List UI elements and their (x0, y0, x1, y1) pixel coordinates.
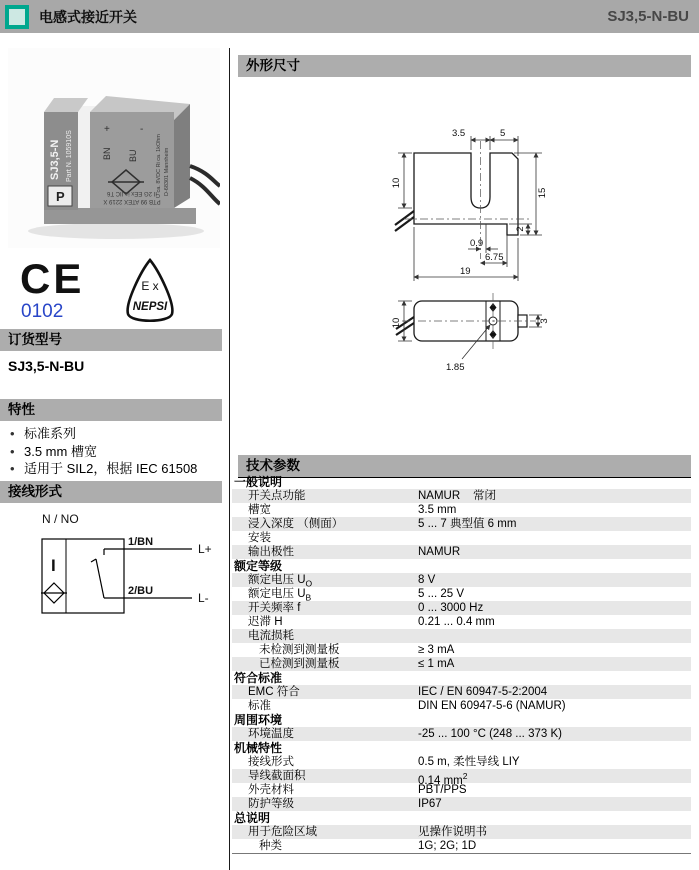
param-value: 8 V (418, 574, 436, 586)
technical-data-table (232, 475, 691, 854)
param-value: 0.14 $mm^2$ (418, 771, 468, 787)
dim-slot-width: 3.5 (452, 128, 466, 139)
ce-mark-icon (20, 255, 104, 323)
param-value: DIN EN 60947-5-6 (NAMUR) (418, 700, 566, 712)
param-value: 5 ... 25 V (418, 588, 465, 600)
nepsi-name-text: NEPSI (132, 301, 168, 313)
photo-plus-marking: + (104, 124, 110, 135)
pf-logo-letter: P (56, 189, 65, 204)
param-label: 接线形式 (248, 756, 294, 768)
photo-atex-cert-text: PTB 99 ATEX 2219 X (103, 198, 161, 204)
table-row (232, 685, 691, 699)
ce-letters: CE (20, 255, 85, 302)
param-label: 槽宽 (248, 504, 271, 516)
table-row (232, 573, 691, 587)
product-photo (8, 48, 220, 248)
nepsi-ex-icon (118, 257, 182, 325)
table-row (232, 615, 691, 629)
brand-square-icon (5, 5, 29, 29)
table-row (232, 825, 691, 839)
param-label: EMC 符合 (248, 686, 300, 698)
table-row (232, 769, 691, 787)
dimension-drawing-front (390, 123, 555, 285)
param-label: 输出极性 (248, 546, 294, 558)
param-label: 额定电压 $U_O$ (248, 574, 313, 587)
feature-item: • 适用于 SIL2，根据 IEC 61508 (8, 460, 197, 478)
table-row (232, 699, 691, 713)
param-label: 开关点功能 (248, 490, 306, 502)
section-heading-order-code: 订货型号 (0, 329, 222, 351)
dim-height: 15 (537, 187, 548, 199)
table-row (232, 783, 691, 797)
param-label: 环境温度 (248, 728, 294, 740)
sensor-symbol: I (51, 556, 56, 575)
param-value: 见操作说明书 (418, 826, 487, 838)
param-label: 安装 (248, 532, 271, 544)
sensor-base (44, 208, 196, 224)
dim-overall-width: 19 (460, 266, 471, 277)
table-row (232, 839, 691, 853)
photo-rating-text: U ca. 8VDC Ri ca. 1kOhm (156, 134, 162, 198)
param-value: ≤ 1 mA (418, 658, 455, 670)
param-value: PBT/PPS (418, 784, 467, 796)
group-header: 机械特性 (234, 741, 283, 755)
dim-slot-depth: 10 (391, 177, 402, 189)
sensor-outline (414, 153, 518, 235)
table-row (232, 629, 691, 643)
dim-center-offset: 1.85 (446, 362, 465, 373)
page-header (0, 0, 699, 33)
param-label: 种类 (259, 840, 282, 852)
feature-list (8, 425, 197, 478)
param-value: 5 ... 7 典型值 6 mm (418, 518, 517, 530)
table-row (232, 755, 691, 769)
param-value: IP67 (418, 798, 442, 810)
table-row (232, 489, 691, 503)
param-label: 未检测到测量板 (259, 644, 340, 656)
param-label: 标准 (248, 700, 271, 712)
param-value: NAMUR (418, 546, 461, 558)
table-row (232, 727, 691, 741)
terminal-label-bn: 1/BN (128, 536, 154, 548)
group-header: 总说明 (234, 811, 271, 825)
param-value: NAMUR 常闭 (418, 490, 496, 502)
wiring-diagram (8, 503, 218, 653)
param-value: IEC / EN 60947-5-2:2004 (418, 686, 548, 698)
photo-address-text: D-68301 Mannheim (164, 147, 170, 196)
param-label: 外壳材料 (248, 784, 294, 796)
table-row (232, 657, 691, 671)
param-value (418, 531, 691, 545)
photo-atex-group-text: II 2G EEx ia IIC T6 (107, 190, 157, 196)
wiring-diagram-title: N / NO (42, 512, 79, 526)
param-value: -25 ... 100 °C (248 ... 373 K) (418, 728, 562, 740)
param-value: 0.5 m, 柔性导线 LIY (418, 756, 520, 768)
section-heading-dimensions: 外形尺寸 (238, 55, 691, 77)
dimension-drawing-side (390, 285, 555, 385)
right-column (230, 33, 699, 870)
param-label: 导线截面积 (248, 770, 306, 782)
dim-side-height: 10 (391, 317, 402, 329)
supply-label-plus: L+ (198, 542, 212, 556)
param-label: 电流损耗 (248, 630, 294, 642)
left-column (0, 33, 229, 870)
dim-offset-a: 0.9 (470, 238, 484, 249)
param-label: 浸入深度 （侧面） (248, 518, 344, 530)
param-value: 1G; 2G; 1D (418, 840, 477, 852)
table-row (232, 797, 691, 811)
table-row (232, 503, 691, 517)
photo-minus-marking: - (140, 124, 144, 135)
photo-model-label: SJ3,5-N (49, 139, 61, 180)
dim-offset-b: 6.75 (485, 252, 504, 263)
table-row (232, 601, 691, 615)
photo-bu-marking: BU (128, 149, 138, 162)
param-label: 开关频率 f (248, 602, 301, 614)
param-label: 额定电压 $U_B$ (248, 588, 312, 601)
param-label: 已检测到测量板 (259, 658, 340, 670)
nc-contact-symbol (91, 549, 124, 598)
page-title: 电感式接近开关 (39, 8, 137, 25)
feature-item: • 3.5 mm 槽宽 (8, 443, 197, 461)
certification-logos (20, 255, 210, 325)
param-value: 0.21 ... 0.4 mm (418, 616, 495, 628)
param-value: ≥ 3 mA (418, 644, 455, 656)
table-row (232, 643, 691, 657)
section-heading-technical-data: 技术参数 (238, 455, 691, 478)
cable-lines (395, 211, 414, 231)
param-value (418, 629, 691, 643)
terminal-label-bu: 2/BU (128, 585, 154, 597)
table-row (232, 587, 691, 601)
param-label: 防护等级 (248, 798, 294, 810)
header-model-number: SJ3,5-N-BU (607, 8, 689, 25)
dim-step: 2 (515, 226, 526, 232)
dim-tab-height: 3 (539, 318, 550, 324)
ce-notified-body-number: 0102 (21, 301, 64, 322)
group-header: 周围环境 (234, 713, 283, 727)
group-header: 一般说明 (234, 475, 283, 489)
photo-bn-marking: BN (102, 147, 112, 160)
dim-arm-width: 5 (500, 128, 506, 139)
photo-part-label: Part N. 105910S (66, 130, 73, 182)
param-value: 0 ... 3000 Hz (418, 602, 484, 614)
param-value: 3.5 mm (418, 504, 457, 516)
param-label: 用于危险区域 (248, 826, 317, 838)
order-model-number: SJ3,5-N-BU (8, 358, 85, 374)
nepsi-ex-text: E x (141, 279, 159, 293)
group-header: 额定等级 (234, 559, 283, 573)
group-header: 符合标准 (234, 671, 283, 685)
param-label: 迟滞 H (248, 616, 283, 628)
table-row (232, 517, 691, 531)
section-heading-features: 特性 (0, 399, 222, 421)
feature-item: • 标准系列 (8, 425, 197, 443)
section-heading-connection: 接线形式 (0, 481, 222, 503)
table-row (232, 545, 691, 559)
table-row (232, 531, 691, 545)
supply-label-minus: L- (198, 591, 209, 605)
